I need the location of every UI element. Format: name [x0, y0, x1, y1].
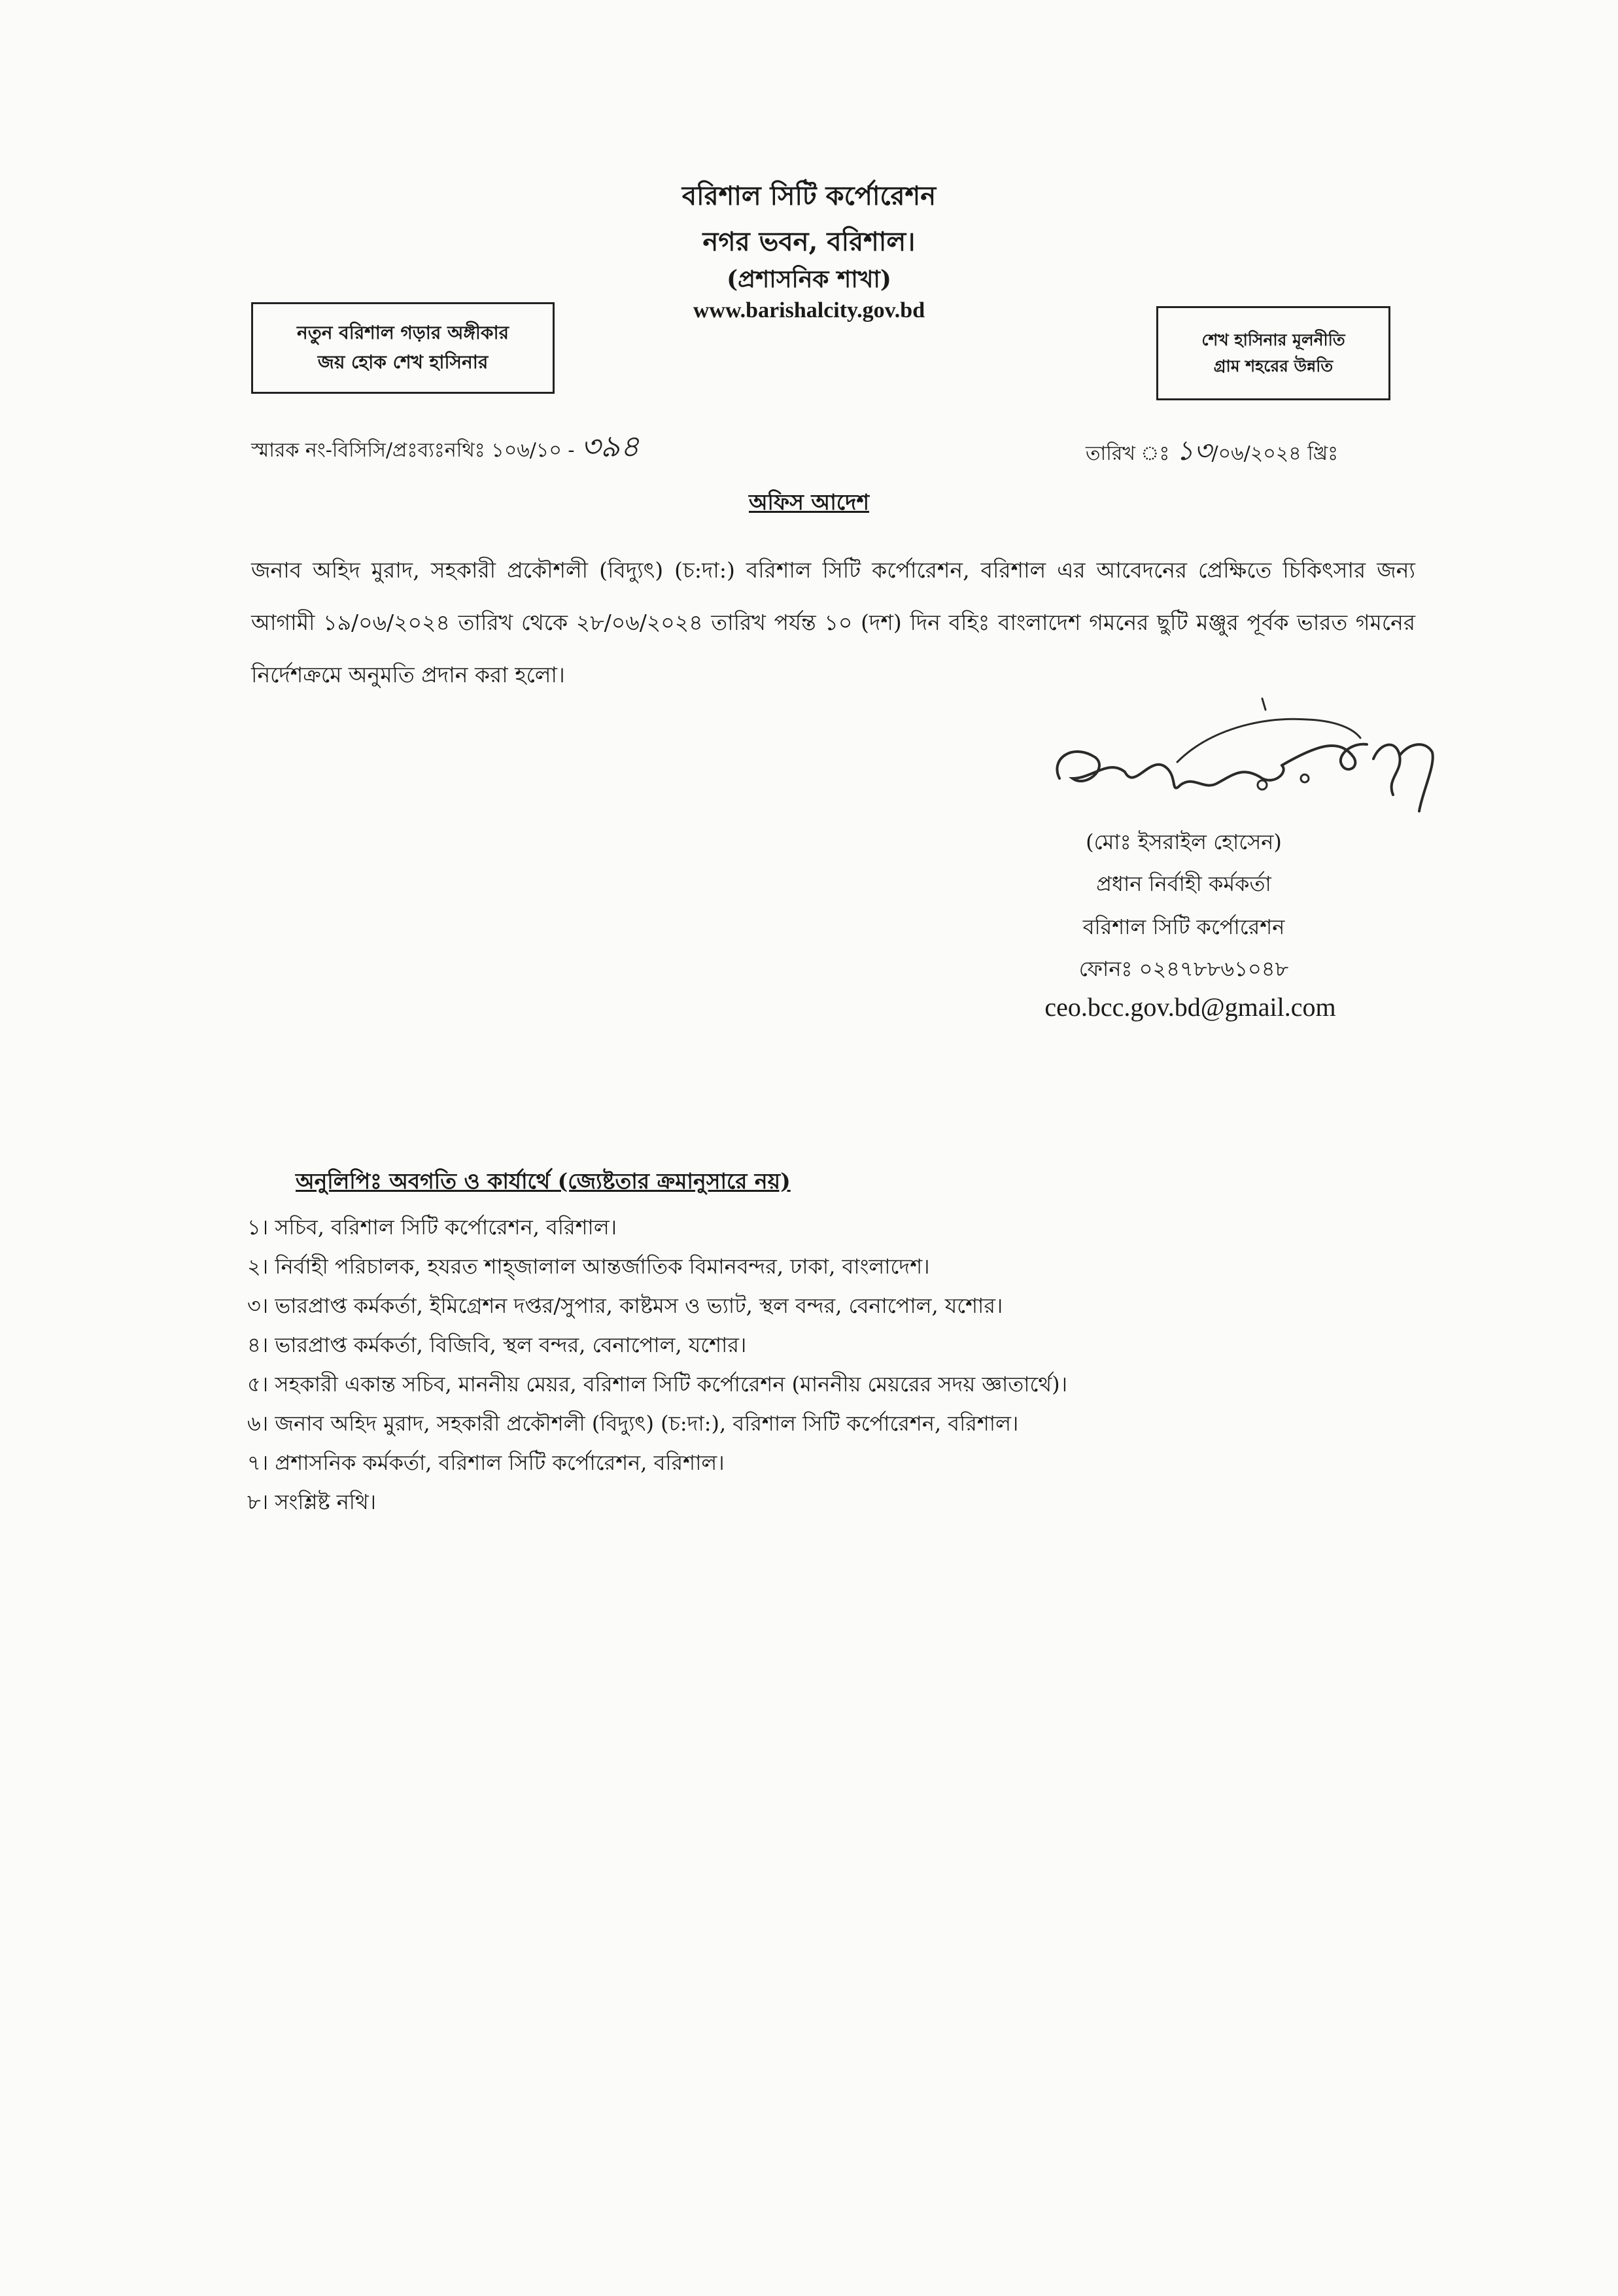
memo-number	[251, 424, 640, 474]
copy-to-item: ৬। জনাব অহিদ মুরাদ, সহকারী প্রকৌশলী (বিদ্যুৎ) (চ:দা:), বরিশাল সিটি কর্পোরেশন, বরিশাল।	[247, 1411, 1019, 1436]
copy-to-item: ৫। সহকারী একান্ত সচিব, মাননীয় মেয়র, বরিশাল সিটি কর্পোরেশন (মাননীয় মেয়রের সদয় জ্ঞাতার্থে)।	[247, 1372, 1068, 1397]
issue-date	[1086, 429, 1338, 476]
copy-to-title: অনুলিপিঃ অবগতি ও কার্যার্থে (জ্যেষ্টতার ক্রমানুসারে নয়)	[296, 1168, 791, 1194]
building-address: নগর ভবন, বরিশাল।	[702, 226, 916, 257]
signatory-email[interactable]: ceo.bcc.gov.bd@gmail.com	[1044, 992, 1336, 1022]
slogan-right-line2: গ্রাম শহরের উন্নতি	[1213, 357, 1334, 375]
copy-to-item: ৮। সংশ্লিষ্ট নথি।	[247, 1489, 377, 1514]
branch-name: (প্রশাসনিক শাখা)	[727, 266, 891, 293]
slogan-right-line1: শেখ হাসিনার মূলনীতি	[1201, 330, 1345, 349]
slogan-box-left	[251, 302, 555, 394]
website-link[interactable]: www.barishalcity.gov.bd	[693, 298, 925, 322]
signatory-organization: বরিশাল সিটি কর্পোরেশন	[1082, 914, 1285, 939]
copy-to-item: ৭। প্রশাসনিক কর্মকর্তা, বরিশাল সিটি কর্পোরেশন, বরিশাল।	[247, 1450, 725, 1475]
slogan-box-right	[1156, 306, 1390, 400]
signatory-phone: ফোনঃ ০২৪৭৮৮৬১০৪৮	[1078, 956, 1289, 981]
memo-number-handwritten: ৩৯৪	[581, 428, 640, 464]
signature-scribble	[1046, 680, 1452, 824]
copy-to-list	[247, 1208, 1490, 1522]
date-day-handwritten: ১৩	[1175, 434, 1212, 466]
office-order-title: অফিস আদেশ	[748, 489, 870, 515]
copy-to-item: ১। সচিব, বরিশাল সিটি কর্পোরেশন, বরিশাল।	[247, 1215, 617, 1240]
slogan-left-line2: জয় হোক শেখ হাসিনার	[317, 351, 489, 373]
date-suffix: /০৬/২০২৪ খ্রিঃ	[1211, 442, 1339, 465]
slogan-left-line1: নতুন বরিশাল গড়ার অঙ্গীকার	[296, 322, 509, 344]
copy-to-item: ৩। ভারপ্রাপ্ত কর্মকর্তা, ইমিগ্রেশন দপ্তর/সুপার, কাষ্টমস ও ভ্যাট, স্থল বন্দর, বেনাপোল, যশোর।	[247, 1293, 1003, 1318]
signatory-name: (মোঃ ইসরাইল হোসেন)	[1086, 829, 1282, 854]
copy-to-item: ২। নির্বাহী পরিচালক, হযরত শাহ্জালাল আন্তর্জাতিক বিমানবন্দর, ঢাকা, বাংলাদেশ।	[247, 1254, 930, 1279]
org-name-heading: বরিশাল সিটি কর্পোরেশন	[681, 181, 937, 211]
date-prefix: তারিখ ঃ	[1086, 442, 1170, 465]
office-order-body: জনাব অহিদ মুরাদ, সহকারী প্রকৌশলী (বিদ্যুৎ) (চ:দা:) বরিশাল সিটি কর্পোরেশন, বরিশাল এর আবেদনের প্রেক্ষিতে চিকিৎসার জন্য আগামী ১৯/০৬/২০২৪ তারিখ থেকে ২৮/০৬/২০২৪ তারিখ পর্যন্ত ১০ (দশ) দিন বহিঃ বাংলাদেশ গমনের ছুটি মঞ্জুর পূর্বক ভারত গমনের নির্দেশক্রমে অনুমতি প্রদান করা হলো।	[251, 557, 1415, 687]
signatory-designation: প্রধান নির্বাহী কর্মকর্তা	[1096, 871, 1271, 896]
memo-number-prefix: স্মারক নং-বিসিসি/প্রঃব্যঃনথিঃ ১০৬/১০ -	[251, 439, 575, 462]
copy-to-item: ৪। ভারপ্রাপ্ত কর্মকর্তা, বিজিবি, স্থল বন্দর, বেনাপোল, যশোর।	[247, 1332, 747, 1357]
